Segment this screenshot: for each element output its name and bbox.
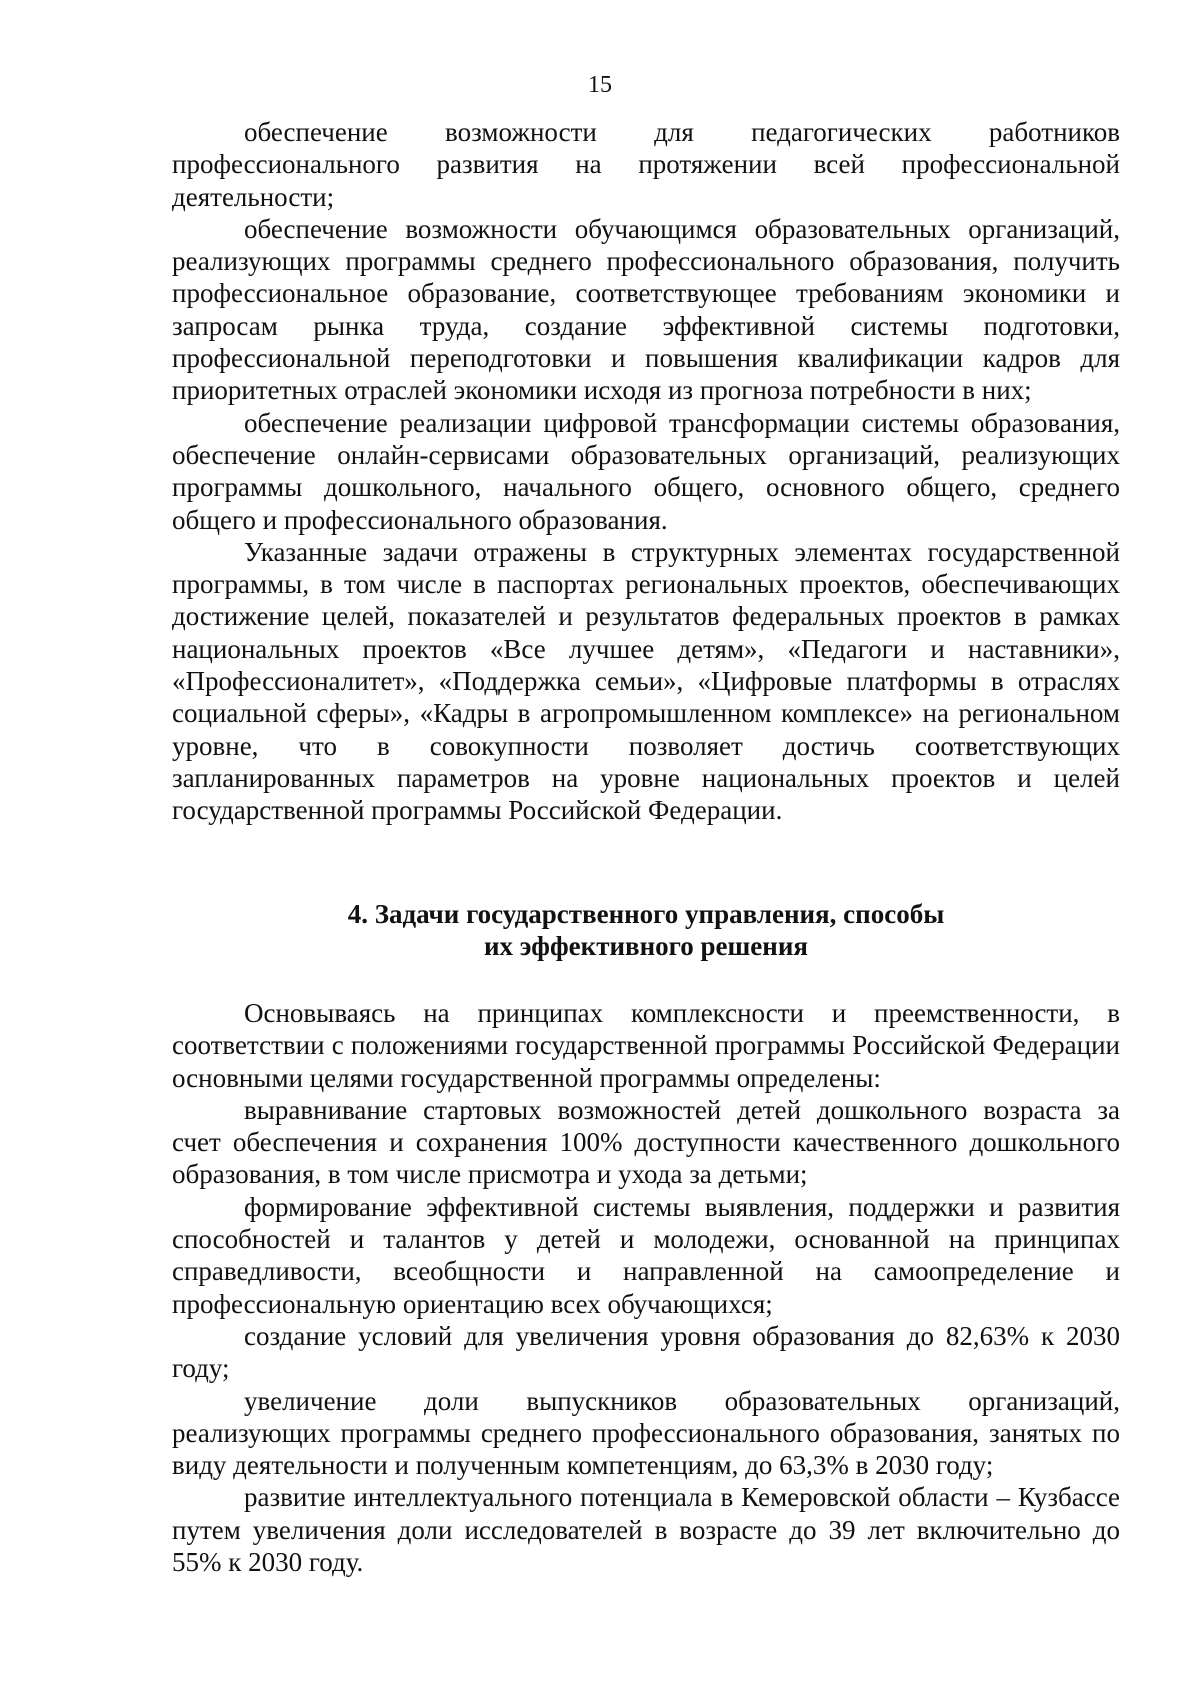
paragraph: формирование эффективной системы выявления, поддержки и развития способностей и талантов у детей и молодежи, основанной на принципах справедливости, всеобщности и направленной на самоопределение и профессиональную ориентацию всех обучающихся; [172, 1191, 1120, 1319]
body-text-bottom [172, 997, 1120, 1578]
section-heading-line: 4. Задачи государственного управления, способы [347, 899, 945, 929]
paragraph: обеспечение возможности для педагогических работников профессионального развития на протяжении всей профессиональной деятельности; [172, 117, 1120, 212]
section-heading-line: их эффективного решения [483, 931, 808, 962]
section-heading [172, 898, 1120, 963]
paragraph: увеличение доли выпускников образовательных организаций, реализующих программы среднего профессионального образования, занятых по виду деятельности и полученным компетенциям, до 63,3% в 2030 году; [172, 1385, 1120, 1481]
paragraph: обеспечение возможности обучающимся образовательных организаций, реализующих программы среднего профессионального образования, получить профессиональное образование, соответствующее требованиям экономики и запросам рынка труда, создание эффективной системы подготовки, профессиональной переподготовки и повышения квалификации кадров для приоритетных отраслей экономики исходя из прогноза потребности в них; [172, 213, 1120, 406]
paragraph: развитие интеллектуального потенциала в Кемеровской области – Кузбассе путем увеличения доли исследователей в возрасте до 39 лет включительно до 55% к 2030 году. [172, 1482, 1120, 1578]
body-text-top [172, 116, 1120, 827]
page-number: 15 [588, 72, 612, 98]
paragraph: выравнивание стартовых возможностей детей дошкольного возраста за счет обеспечения и сохранения 100% доступности качественного дошкольного образования, в том числе присмотра и ухода за детьми; [172, 1094, 1120, 1190]
paragraph: Основываясь на принципах комплексности и преемственности, в соответствии с положениями государственной программы Российской Федерации основными целями государственной программы определены: [172, 998, 1120, 1093]
paragraph: создание условий для увеличения уровня образования до 82,63% к 2030 году; [172, 1320, 1120, 1384]
paragraph: Указанные задачи отражены в структурных элементах государственной программы, в том числе в паспортах региональных проектов, обеспечивающих достижение целей, показателей и результатов федеральных проектов в рамках национальных проектов «Все лучшее детям», «Педагоги и наставники», «Профессионалитет», «Поддержка семьи», «Цифровые платформы в отраслях социальной сферы», «Кадры в агропромышленном комплексе» на региональном уровне, что в совокупности позволяет достичь соответствующих запланированных параметров на уровне национальных проектов и целей государственной программы Российской Федерации. [172, 536, 1120, 826]
paragraph: обеспечение реализации цифровой трансформации системы образования, обеспечение онлайн-сервисами образовательных организаций, реализующих программы дошкольного, начального общего, основного общего, среднего общего и профессионального образования. [172, 407, 1120, 535]
